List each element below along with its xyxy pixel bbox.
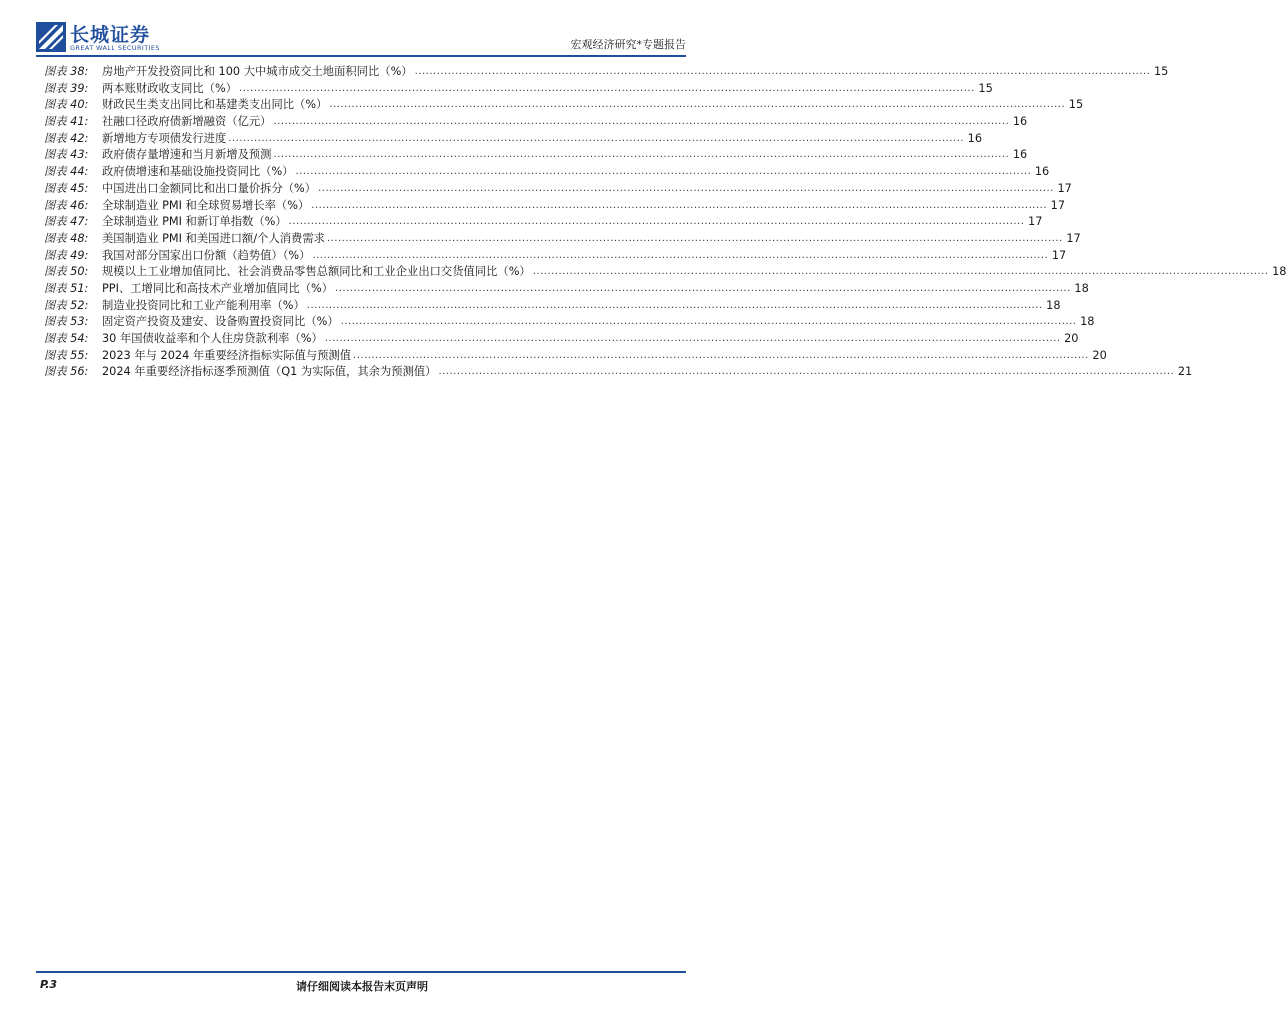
toc-figure-label: 图表 42: xyxy=(44,131,89,145)
toc-page-number: 16 xyxy=(1012,115,1028,129)
toc-entry[interactable] xyxy=(44,247,1067,264)
toc-figure-label: 图表 52: xyxy=(44,298,89,312)
toc-figure-title: 2023 年与 2024 年重要经济指标实际值与预测值 xyxy=(102,348,352,362)
toc-page-number: 18 xyxy=(1272,265,1286,279)
toc-page-number: 16 xyxy=(967,131,983,145)
toc-entry[interactable] xyxy=(44,180,1072,197)
toc-entry[interactable] xyxy=(44,330,1079,347)
toc-figure-title: 美国制造业 PMI 和美国进口额/个人消费需求 xyxy=(102,231,325,245)
toc-page-number: 17 xyxy=(1050,198,1066,212)
toc-leader-dots: ........................................................................................................................................................................................................ xyxy=(532,266,1269,278)
toc-entry[interactable] xyxy=(44,163,1050,180)
logo-chinese-name: 长城证券 xyxy=(70,24,151,46)
toc-page-number: 17 xyxy=(1028,215,1043,229)
toc-entry[interactable] xyxy=(44,363,1193,380)
toc-figure-label: 图表 40: xyxy=(44,98,89,112)
toc-leader-dots: ........................................................................................................................................................................................................ xyxy=(311,199,1048,211)
toc-figure-label: 图表 56: xyxy=(44,365,89,379)
toc-leader-dots: ........................................................................................................................................................................................................ xyxy=(228,132,965,144)
toc-page-number: 18 xyxy=(1074,281,1089,295)
toc-leader-dots: ........................................................................................................................................................................................................ xyxy=(335,282,1071,294)
toc-figure-title: 社融口径政府债新增融资（亿元） xyxy=(102,115,272,129)
page-number: P.3 xyxy=(40,978,58,991)
toc-leader-dots: ........................................................................................................................................................................................................ xyxy=(306,299,1043,311)
toc-page-number: 20 xyxy=(1064,332,1079,345)
toc-page-number: 17 xyxy=(1057,181,1072,195)
toc-page-number: 21 xyxy=(1177,365,1193,379)
toc-entry[interactable] xyxy=(44,213,1043,230)
toc-entry[interactable] xyxy=(44,96,1084,113)
toc-figure-title: 全球制造业 PMI 和新订单指数（%） xyxy=(102,215,287,229)
toc-figure-title: 财政民生类支出同比和基建类支出同比（%） xyxy=(102,98,328,112)
great-wall-logo-icon xyxy=(36,22,66,52)
toc-figure-label: 图表 55: xyxy=(44,348,89,362)
toc-entry[interactable] xyxy=(44,280,1089,297)
toc-figure-label: 图表 39: xyxy=(44,81,89,95)
toc-figure-label: 图表 38: xyxy=(44,65,89,78)
toc-entry[interactable] xyxy=(44,113,1028,130)
toc-page-number: 16 xyxy=(1034,165,1050,179)
toc-page-number: 15 xyxy=(978,81,993,95)
toc-figure-label: 图表 43: xyxy=(44,148,89,162)
toc-figure-label: 图表 41: xyxy=(44,115,89,129)
report-type: 宏观经济研究*专题报告 xyxy=(570,38,686,51)
toc-figure-title: 政府债存量增速和当月新增及预测 xyxy=(102,148,272,162)
footer-divider xyxy=(36,971,686,973)
toc-page-number: 18 xyxy=(1046,298,1061,312)
toc-figure-label: 图表 53: xyxy=(44,315,89,329)
company-logo xyxy=(36,20,236,54)
toc-figure-title: 2024 年重要经济指标逐季预测值（Q1 为实际值，其余为预测值） xyxy=(102,365,437,379)
toc-figure-title: PPI、工增同比和高技术产业增加值同比（%） xyxy=(102,281,334,295)
toc-figure-title: 30 年国债收益率和个人住房贷款利率（%） xyxy=(102,332,323,345)
toc-figure-title: 我国对部分国家出口份额（趋势值）（%） xyxy=(102,248,311,262)
toc-page-number: 20 xyxy=(1092,348,1107,362)
toc-page-number: 17 xyxy=(1051,248,1067,262)
toc-page-number: 18 xyxy=(1080,315,1095,329)
toc-figure-label: 图表 50: xyxy=(44,265,89,279)
figure-index-list xyxy=(44,63,1286,380)
toc-figure-label: 图表 51: xyxy=(44,281,89,295)
toc-page-number: 15 xyxy=(1068,98,1084,112)
toc-entry[interactable] xyxy=(44,230,1081,247)
toc-figure-title: 房地产开发投资同比和 100 大中城市成交土地面积同比（%） xyxy=(102,65,413,78)
toc-page-number: 16 xyxy=(1012,148,1028,162)
toc-figure-label: 图表 45: xyxy=(44,181,89,195)
toc-leader-dots: ........................................................................................................................................................................................................ xyxy=(340,316,1077,328)
toc-figure-label: 图表 54: xyxy=(44,332,89,345)
toc-figure-label: 图表 48: xyxy=(44,231,89,245)
logo-english-name: GREAT WALL SECURITIES xyxy=(70,44,160,52)
toc-leader-dots: ........................................................................................................................................................................................................ xyxy=(295,166,1032,178)
toc-leader-dots: ........................................................................................................................................................................................................ xyxy=(414,66,1151,77)
toc-figure-title: 新增地方专项债发行进度 xyxy=(102,131,227,145)
toc-entry[interactable] xyxy=(44,263,1286,280)
toc-figure-title: 固定资产投资及建安、设备购置投资同比（%） xyxy=(102,315,339,329)
footer-disclaimer: 请仔细阅读本报告末页声明 xyxy=(296,980,428,993)
toc-entry[interactable] xyxy=(44,197,1066,214)
toc-leader-dots: ........................................................................................................................................................................................................ xyxy=(353,349,1089,361)
toc-leader-dots: ........................................................................................................................................................................................................ xyxy=(239,82,975,94)
toc-entry[interactable] xyxy=(44,130,983,147)
toc-figure-title: 规模以上工业增加值同比、社会消费品零售总额同比和工业企业出口交货值同比（%） xyxy=(102,265,531,279)
toc-leader-dots: ........................................................................................................................................................................................................ xyxy=(288,216,1025,228)
toc-leader-dots: ........................................................................................................................................................................................................ xyxy=(273,116,1010,128)
toc-leader-dots: ........................................................................................................................................................................................................ xyxy=(318,182,1054,194)
toc-figure-label: 图表 46: xyxy=(44,198,89,212)
toc-leader-dots: ........................................................................................................................................................................................................ xyxy=(312,249,1049,261)
toc-figure-title: 全球制造业 PMI 和全球贸易增长率（%） xyxy=(102,198,310,212)
toc-entry[interactable] xyxy=(44,297,1061,314)
toc-entry[interactable] xyxy=(44,313,1095,330)
toc-figure-label: 图表 47: xyxy=(44,215,89,229)
toc-entry[interactable] xyxy=(44,80,993,97)
toc-figure-title: 两本账财政收支同比（%） xyxy=(102,81,238,95)
toc-leader-dots: ........................................................................................................................................................................................................ xyxy=(329,99,1066,111)
page-header xyxy=(36,20,686,54)
toc-page-number: 17 xyxy=(1066,231,1081,245)
toc-leader-dots: ........................................................................................................................................................................................................ xyxy=(324,333,1061,344)
toc-entry[interactable] xyxy=(44,347,1107,364)
toc-entry[interactable] xyxy=(44,63,1169,80)
toc-figure-label: 图表 44: xyxy=(44,165,89,179)
toc-figure-title: 政府债增速和基础设施投资同比（%） xyxy=(102,165,294,179)
toc-page-number: 15 xyxy=(1153,65,1169,78)
toc-leader-dots: ........................................................................................................................................................................................................ xyxy=(273,149,1010,161)
toc-figure-title: 中国进出口金额同比和出口量价拆分（%） xyxy=(102,181,317,195)
toc-leader-dots: ........................................................................................................................................................................................................ xyxy=(326,232,1063,244)
header-divider xyxy=(36,55,686,57)
toc-entry[interactable] xyxy=(44,146,1028,163)
toc-figure-label: 图表 49: xyxy=(44,248,89,262)
toc-leader-dots: ........................................................................................................................................................................................................ xyxy=(438,366,1175,378)
toc-figure-title: 制造业投资同比和工业产能利用率（%） xyxy=(102,298,305,312)
